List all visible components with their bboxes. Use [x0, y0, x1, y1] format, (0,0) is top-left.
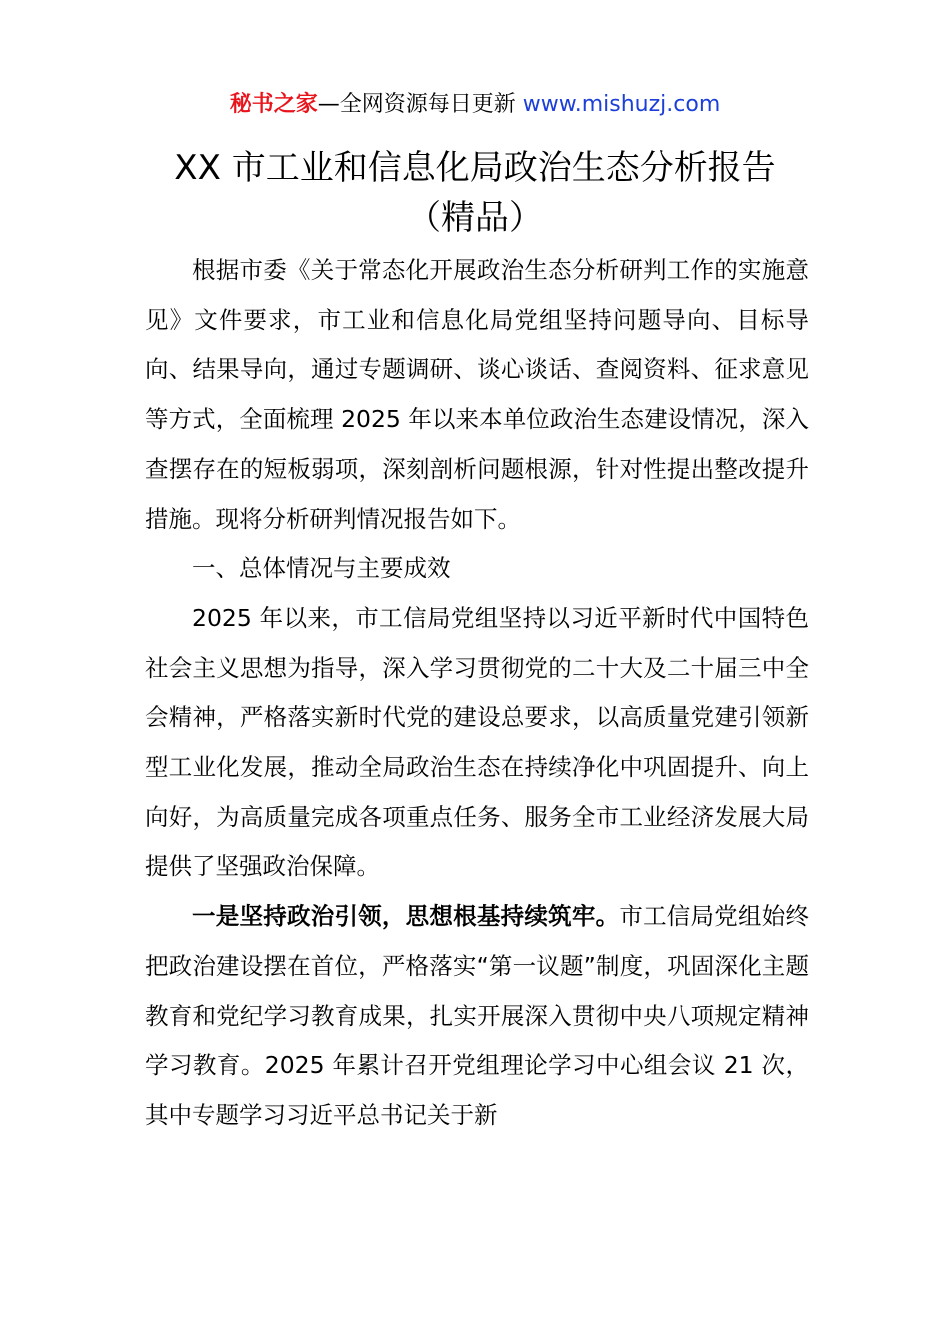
overview-paragraph: 2025 年以来，市工信局党组坚持以习近平新时代中国特色社会主义思想为指导，深入学习贯彻党的二十大及二十届三中全会精神，严格落实新时代党的建设总要求，以高质量党建引领新型工业化发展，推动全局政治生态在持续净化中巩固提升、向上向好，为高质量完成各项重点任务、服务全市工业经济发展大局提供了坚强政治保障。	[145, 603, 809, 881]
site-header	[0, 88, 950, 122]
document-subtitle: （精品）	[407, 198, 543, 238]
section-heading: 一、总体情况与主要成效	[192, 554, 451, 583]
site-url: www.mishuzj.com	[522, 92, 721, 117]
brand-name: 秘书之家	[229, 92, 318, 117]
header-tagline: —全网资源每日更新	[317, 92, 523, 117]
point-one-paragraph	[145, 892, 809, 1141]
point-one-lead: 一是坚持政治引领，思想根基持续筑牢。	[192, 902, 620, 931]
point-one-text: 市工信局党组始终把政治建设摆在首位，严格落实“第一议题”制度，巩固深化主题教育和党纪学习教育成果，扎实开展深入贯彻中央八项规定精神学习教育。2025 年累计召开党组理论学习中心组会议 21 次，其中专题学习习近平总书记关于新	[145, 902, 810, 1129]
intro-paragraph: 根据市委《关于常态化开展政治生态分析研判工作的实施意见》文件要求，市工业和信息化局党组坚持问题导向、目标导向、结果导向，通过专题调研、谈心谈话、查阅资料、征求意见等方式，全面梳理 2025 年以来本单位政治生态建设情况，深入查摆存在的短板弱项，深刻剖析问题根源，针对性提出整改提升措施。现将分析研判情况报告如下。	[145, 256, 809, 533]
document-body	[145, 246, 809, 1141]
document-title: XX 市工业和信息化局政治生态分析报告	[174, 148, 776, 188]
